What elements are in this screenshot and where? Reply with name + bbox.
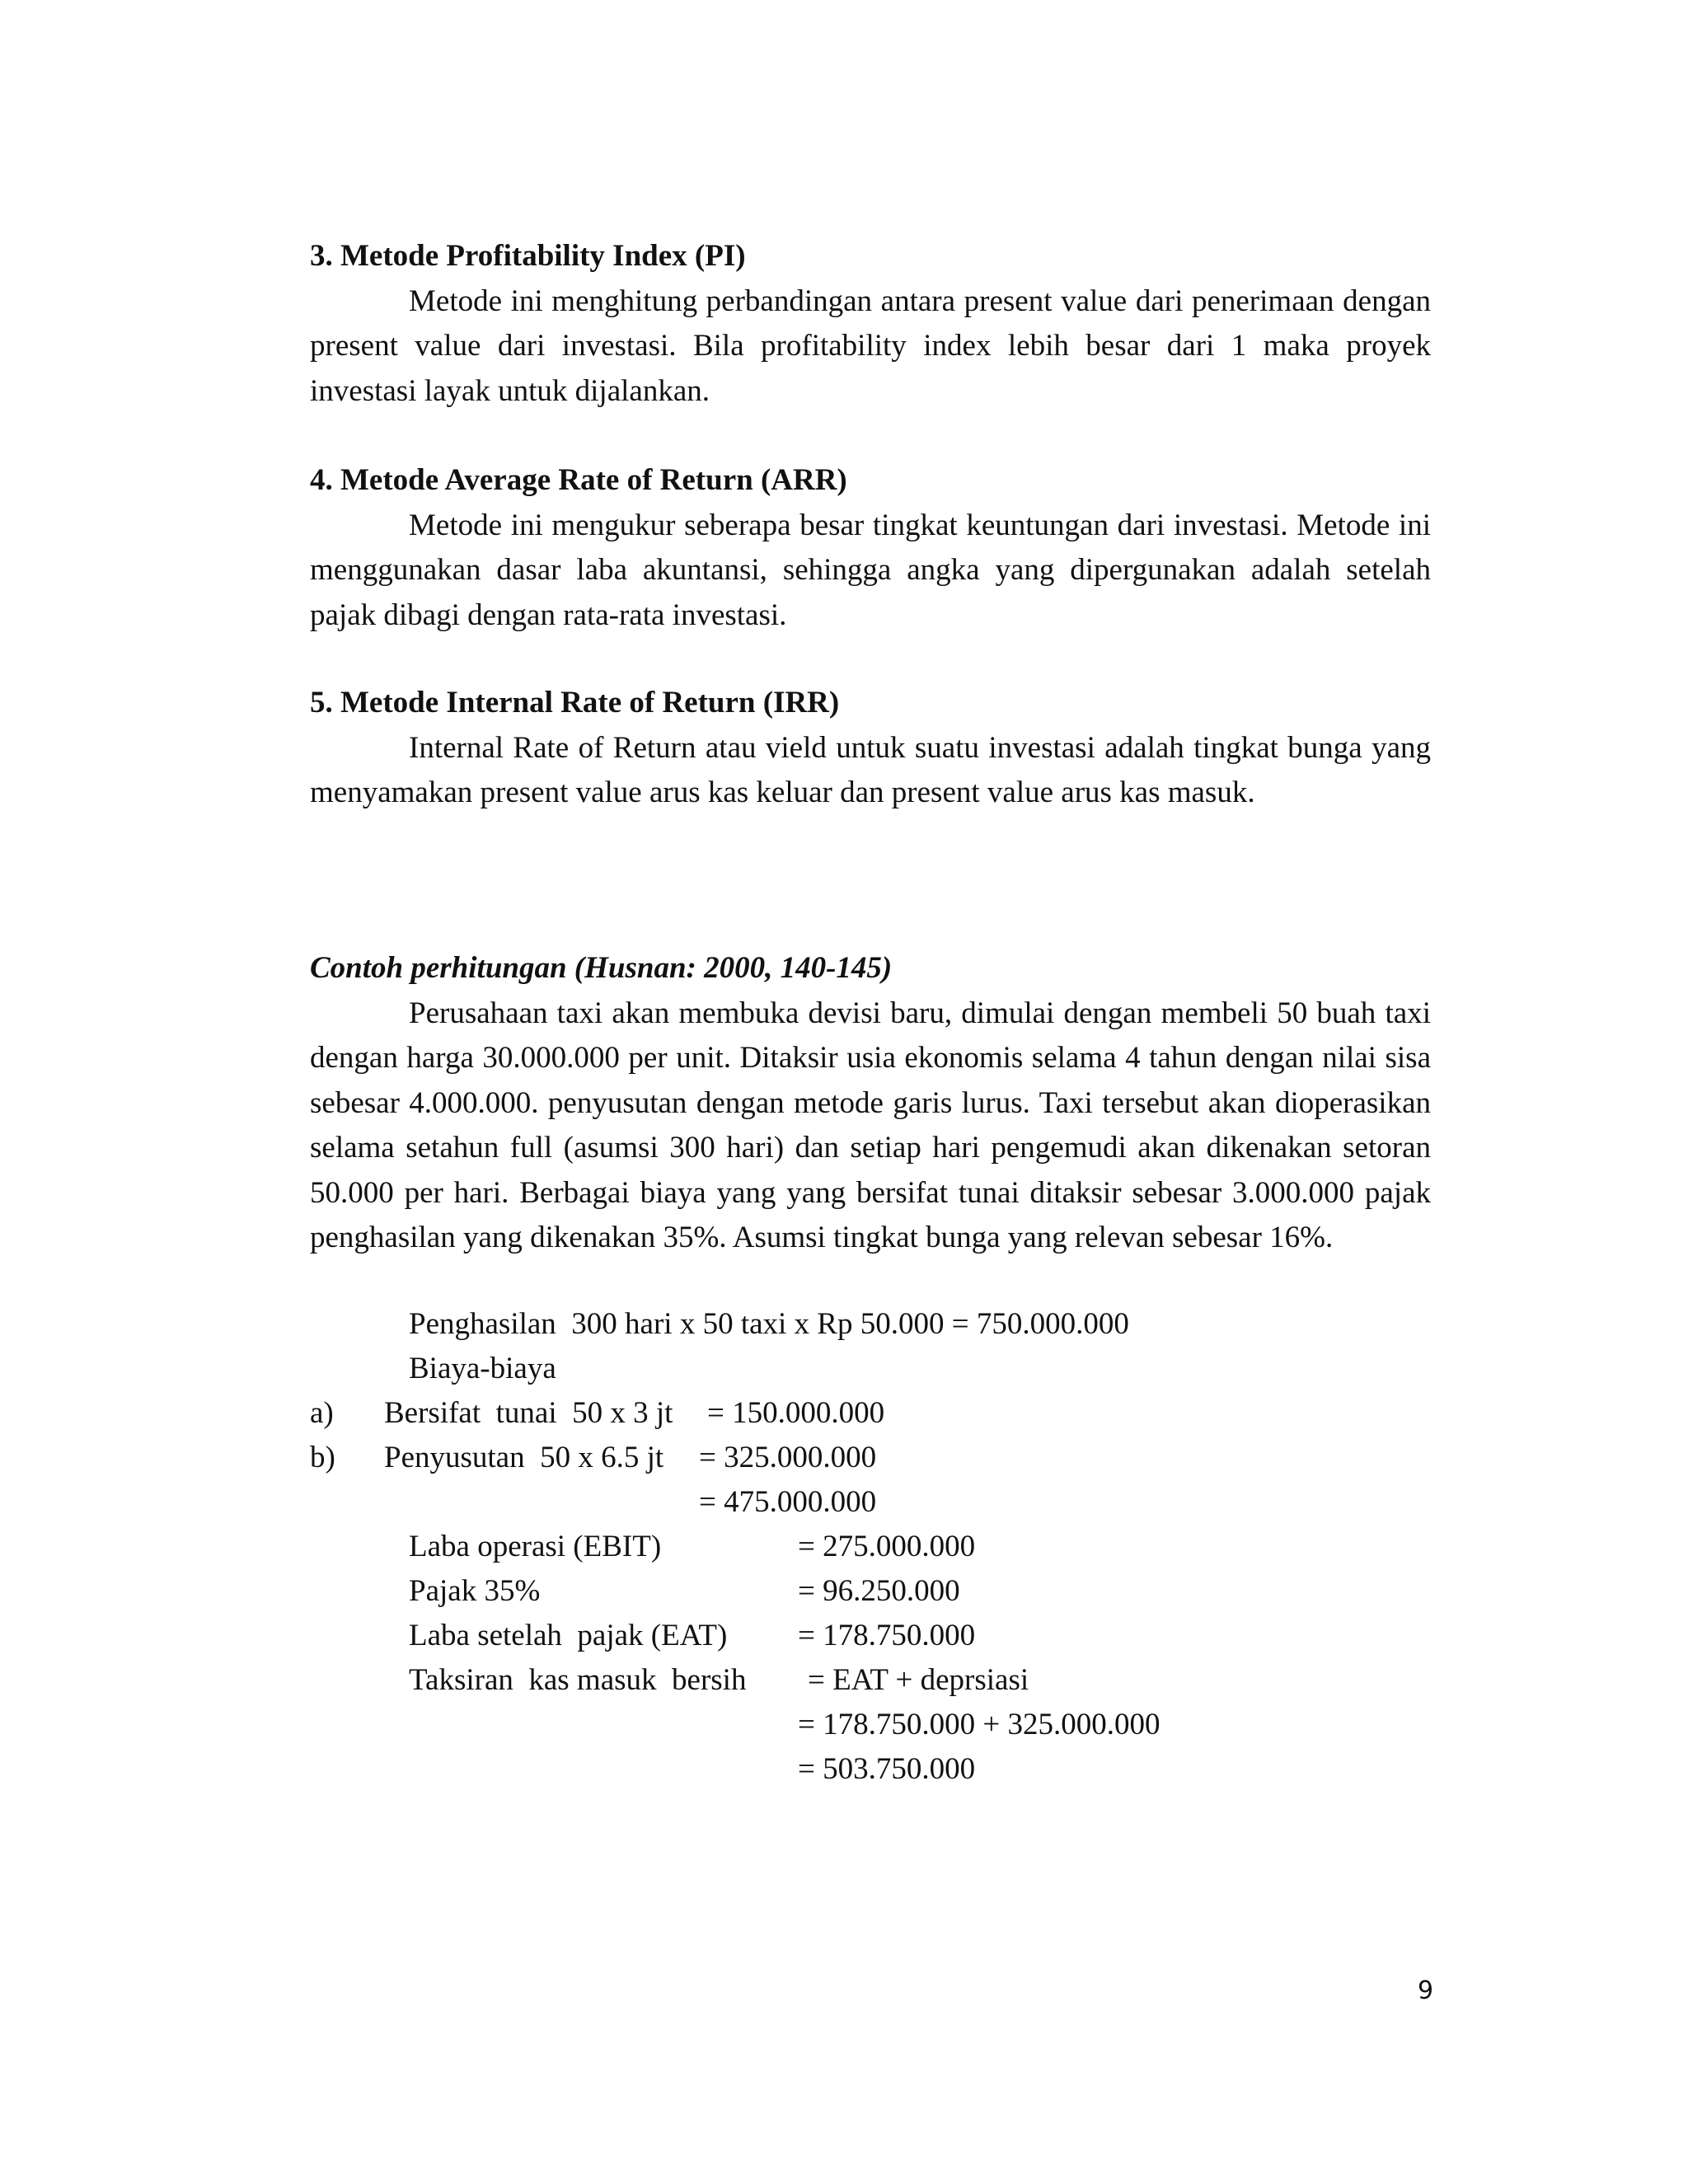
item-b-marker: b) xyxy=(310,1441,335,1474)
example-section xyxy=(310,946,1431,1261)
summary-value-eat: = 178.750.000 xyxy=(798,1619,976,1652)
summary-label-ebit: Laba operasi (EBIT) xyxy=(409,1530,662,1563)
item-a-label: Bersifat tunai 50 x 3 jt xyxy=(384,1396,673,1430)
section-body: Metode ini menghitung perbandingan antara present value dari penerimaan dengan present value dari investasi. Bila profitability index lebih besar dari 1 maka proyek investasi layak untuk dijalankan. xyxy=(310,284,1431,408)
item-a-value: = 150.000.000 xyxy=(707,1396,885,1430)
summary-label-eat: Laba setelah pajak (EAT) xyxy=(409,1619,728,1652)
example-heading: Contoh perhitungan (Husnan: 2000, 140-145) xyxy=(310,951,893,985)
section-pi xyxy=(310,234,1431,414)
section-body: Internal Rate of Return atau vield untuk suatu investasi adalah tingkat bunga yang menyamakan present value arus kas keluar dan present value arus kas masuk. xyxy=(310,730,1431,809)
item-a-marker: a) xyxy=(310,1396,334,1430)
biaya-total: = 475.000.000 xyxy=(699,1485,877,1519)
section-irr xyxy=(310,681,1431,816)
summary-value-ebit: = 275.000.000 xyxy=(798,1530,976,1563)
item-b-value: = 325.000.000 xyxy=(699,1441,877,1474)
section-heading: 4. Metode Average Rate of Return (ARR) xyxy=(310,463,847,497)
biaya-label: Biaya-biaya xyxy=(409,1352,556,1385)
summary-label-pajak: Pajak 35% xyxy=(409,1574,541,1608)
item-b-label: Penyusutan 50 x 6.5 jt xyxy=(384,1441,664,1474)
kas-continuation-1: = 178.750.000 + 325.000.000 xyxy=(798,1708,1160,1741)
example-body: Perusahaan taxi akan membuka devisi baru, dimulai dengan membeli 50 buah taxi dengan harga 30.000.000 per unit. Ditaksir usia ekonomis selama 4 tahun dengan nilai sisa sebesar 4.000.000. penyusutan dengan metode garis lurus. Taxi tersebut akan dioperasikan selama setahun full (asumsi 300 hari) dan setiap hari pengemudi akan dikenakan setoran 50.000 per hari. Berbagai biaya yang yang bersifat tunai ditaksir sebesar 3.000.000 pajak penghasilan yang dikenakan 35%. Asumsi tingkat bunga yang relevan sebesar 16%. xyxy=(310,996,1431,1254)
section-arr xyxy=(310,458,1431,638)
section-heading: 5. Metode Internal Rate of Return (IRR) xyxy=(310,686,840,719)
section-heading: 3. Metode Profitability Index (PI) xyxy=(310,239,746,273)
summary-value-pajak: = 96.250.000 xyxy=(798,1574,960,1608)
summary-label-kas: Taksiran kas masuk bersih xyxy=(409,1663,747,1697)
summary-value-kas: = EAT + deprsiasi xyxy=(808,1663,1029,1697)
penghasilan-line: Penghasilan 300 hari x 50 taxi x Rp 50.000 = 750.000.000 xyxy=(409,1307,1129,1341)
page-number: 9 xyxy=(1418,1976,1434,2005)
section-body: Metode ini mengukur seberapa besar tingkat keuntungan dari investasi. Metode ini menggunakan dasar laba akuntansi, sehingga angka yang dipergunakan adalah setelah pajak dibagi dengan rata-rata investasi. xyxy=(310,508,1431,632)
kas-continuation-2: = 503.750.000 xyxy=(798,1752,976,1786)
